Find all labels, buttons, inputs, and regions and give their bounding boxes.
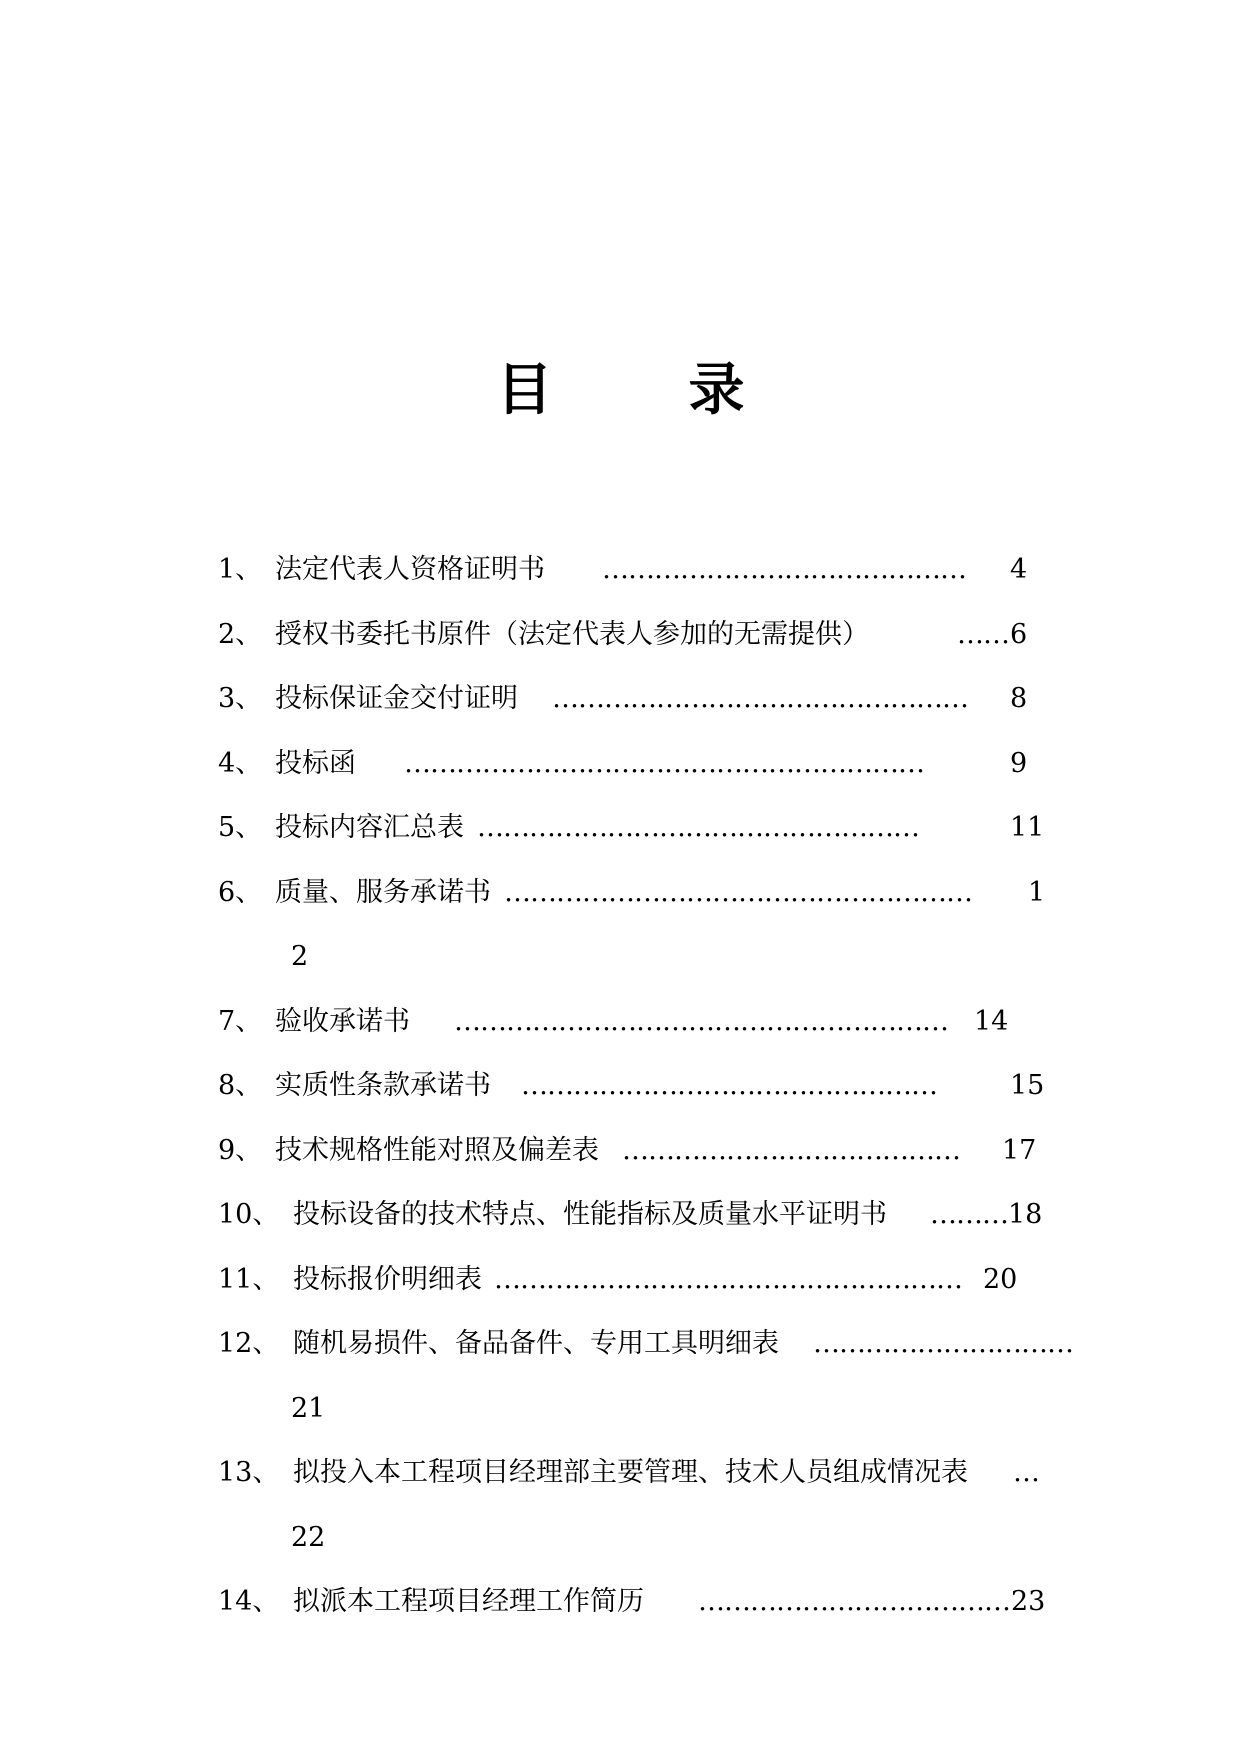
- toc-leader-dots: ……………………………………………………: [404, 747, 924, 779]
- toc-leader-dots: …: [1013, 1457, 1039, 1488]
- toc-entry-14[interactable]: [218, 1580, 1048, 1645]
- toc-page-number: 14: [974, 1005, 1009, 1037]
- toc-page-number: 15: [1010, 1070, 1045, 1101]
- toc-entry-3[interactable]: [218, 677, 1048, 742]
- toc-leader-dots: …………………………………: [622, 1134, 960, 1166]
- toc-entry-title: 法定代表人资格证明书: [275, 554, 545, 585]
- toc-leader-dots: …………………………………………………: [454, 1005, 948, 1037]
- toc-entry-5[interactable]: [218, 806, 1048, 871]
- toc-leader-dots: ………: [930, 1199, 1008, 1230]
- toc-entry-title: 拟投入本工程项目经理部主要管理、技术人员组成情况表: [293, 1457, 968, 1488]
- toc-entry-title: 验收承诺书: [275, 1005, 410, 1037]
- toc-page-number: 9: [1010, 747, 1028, 779]
- toc-entry-number: 13、: [218, 1457, 280, 1488]
- toc-entry-number: 5、: [218, 812, 263, 843]
- toc-entry-2[interactable]: [218, 613, 1048, 678]
- toc-page-number: 23: [1011, 1586, 1046, 1617]
- toc-entry-7[interactable]: [218, 1000, 1048, 1065]
- toc-leader-dots: ……………………………………………: [477, 812, 919, 843]
- toc-entry-13[interactable]: [218, 1451, 1048, 1516]
- toc-leader-dots: ………………………………………………: [494, 1263, 962, 1295]
- toc-entry-number: 11、: [218, 1263, 280, 1295]
- toc-page-number-wrapped: 2: [291, 941, 309, 972]
- toc-entry-title: 拟派本工程项目经理工作简历: [293, 1586, 644, 1617]
- toc-entry-title: 质量、服务承诺书: [275, 876, 491, 908]
- toc-page-number: 6: [1010, 618, 1028, 650]
- toc-leader-dots: ………………………………………………: [504, 876, 972, 908]
- toc-entry-4[interactable]: [218, 742, 1048, 807]
- toc-entry-9[interactable]: [218, 1129, 1048, 1194]
- toc-page-number-wrapped: 22: [291, 1521, 326, 1553]
- toc-entry-number: 8、: [218, 1070, 263, 1101]
- toc-leader-dots: ……: [957, 618, 1009, 650]
- page-title: 目 录: [496, 357, 785, 423]
- toc-entry-10[interactable]: [218, 1193, 1048, 1258]
- toc-entry-number: 9、: [218, 1134, 263, 1166]
- toc-entry-title: 投标函: [275, 747, 356, 779]
- toc-entry-6-continued: [218, 935, 1048, 1000]
- toc-entry-title: 实质性条款承诺书: [275, 1070, 491, 1101]
- toc-entry-number: 4、: [218, 747, 263, 779]
- toc-page-number: 20: [983, 1263, 1018, 1295]
- toc-entry-title: 授权书委托书原件（法定代表人参加的无需提供）: [275, 618, 869, 650]
- toc-leader-dots: ……………………………………: [602, 554, 966, 585]
- toc-page-number-wrapped: 21: [291, 1392, 326, 1424]
- toc-entry-12[interactable]: [218, 1322, 1073, 1387]
- toc-entry-number: 12、: [218, 1328, 280, 1359]
- toc-entry-13-continued: [218, 1516, 1048, 1581]
- toc-page-number: 1: [1028, 876, 1046, 908]
- toc-entry-number: 14、: [218, 1586, 280, 1617]
- toc-entry-number: 7、: [218, 1005, 263, 1037]
- toc-page-number: 8: [1010, 683, 1028, 714]
- toc-page-number: 4: [1010, 554, 1028, 585]
- toc-entry-number: 1、: [218, 554, 263, 585]
- toc-page-number: 18: [1008, 1199, 1043, 1230]
- toc-entry-number: 10、: [218, 1199, 280, 1230]
- toc-entry-title: 投标设备的技术特点、性能指标及质量水平证明书: [293, 1199, 887, 1230]
- table-of-contents: [218, 548, 1073, 1645]
- toc-entry-8[interactable]: [218, 1064, 1048, 1129]
- toc-leader-dots: …………………………: [813, 1328, 1073, 1359]
- toc-page-number: 11: [1010, 812, 1045, 843]
- toc-entry-12-continued: [218, 1387, 1048, 1452]
- toc-entry-title: 技术规格性能对照及偏差表: [275, 1134, 599, 1166]
- toc-entry-number: 2、: [218, 618, 263, 650]
- toc-page-number: 17: [1002, 1134, 1037, 1166]
- toc-entry-11[interactable]: [218, 1258, 1048, 1323]
- toc-entry-title: 随机易损件、备品备件、专用工具明细表: [293, 1328, 779, 1359]
- toc-entry-title: 投标保证金交付证明: [275, 683, 518, 714]
- toc-entry-number: 3、: [218, 683, 263, 714]
- toc-entry-1[interactable]: [218, 548, 1048, 613]
- toc-entry-title: 投标报价明细表: [293, 1263, 482, 1295]
- toc-leader-dots: …………………………………………: [521, 1070, 937, 1101]
- toc-entry-6[interactable]: [218, 871, 1048, 936]
- toc-entry-title: 投标内容汇总表: [275, 812, 464, 843]
- toc-entry-number: 6、: [218, 876, 263, 908]
- toc-leader-dots: ………………………………: [698, 1586, 1010, 1617]
- toc-leader-dots: …………………………………………: [552, 683, 968, 714]
